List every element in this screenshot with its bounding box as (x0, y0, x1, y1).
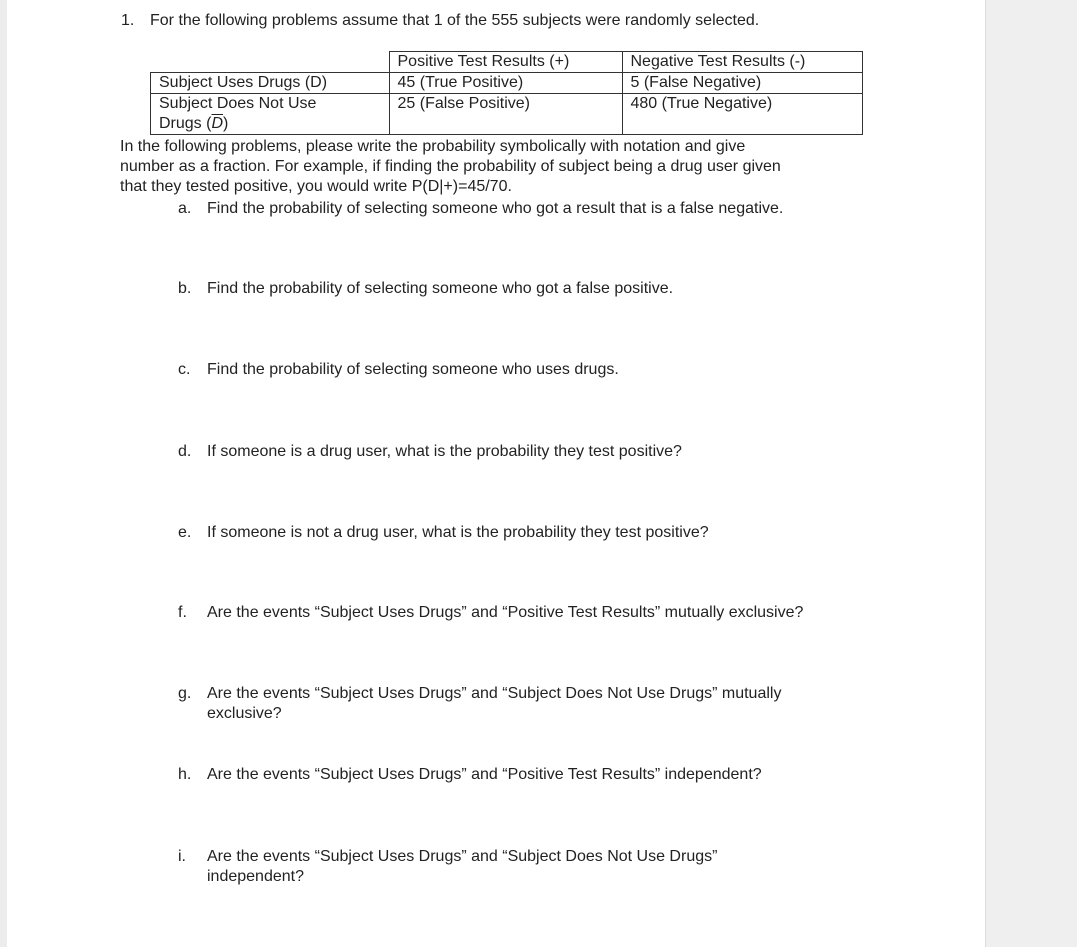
question-c-text: Find the probability of selecting someone who uses drugs. (207, 361, 619, 378)
question-g-text-line-1: Are the events “Subject Uses Drugs” and “Subject Does Not Use Drugs” mutually (207, 685, 782, 702)
d-bar-symbol: $\overline{D}$ (211, 115, 224, 132)
question-f-text: Are the events “Subject Uses Drugs” and “Positive Test Results” mutually exclusive? (207, 604, 804, 621)
question-letter-c: c. (178, 361, 191, 378)
instructions-line-2: number as a fraction. For example, if finding the probability of subject being a drug user given (120, 158, 781, 175)
column-header-positive: Positive Test Results (+) (389, 52, 622, 73)
question-d-text: If someone is a drug user, what is the probability they test positive? (207, 443, 682, 460)
table-row (151, 73, 863, 94)
question-letter-g: g. (178, 685, 192, 702)
column-header-negative: Negative Test Results (-) (622, 52, 862, 73)
cell-false-negative: 5 (False Negative) (622, 73, 862, 94)
question-a-text: Find the probability of selecting someone who got a result that is a false negative. (207, 200, 784, 217)
table-corner-cell (151, 52, 390, 73)
question-letter-b: b. (178, 280, 192, 297)
page-left-margin (0, 0, 7, 947)
table-header-row (151, 52, 863, 73)
row-label-not-uses-drugs (151, 94, 390, 135)
question-letter-e: e. (178, 524, 192, 541)
question-h-text: Are the events “Subject Uses Drugs” and “Positive Test Results” independent? (207, 766, 762, 783)
question-g-text-line-2: exclusive? (207, 705, 282, 722)
table-row (151, 94, 863, 135)
page-right-margin (985, 0, 1077, 947)
question-b-text: Find the probability of selecting someone who got a false positive. (207, 280, 674, 297)
problem-statement: For the following problems assume that 1 of the 555 subjects were randomly selected. (150, 12, 760, 29)
question-i-text-line-2: independent? (207, 868, 304, 885)
question-e-text: If someone is not a drug user, what is the probability they test positive? (207, 524, 709, 541)
cell-false-positive: 25 (False Positive) (389, 94, 622, 135)
row-label-uses-drugs: Subject Uses Drugs (D) (151, 73, 390, 94)
cell-true-negative: 480 (True Negative) (622, 94, 862, 135)
cell-true-positive: 45 (True Positive) (389, 73, 622, 94)
instructions-line-1: In the following problems, please write the probability symbolically with notation and give (120, 138, 746, 155)
question-letter-i: i. (178, 848, 186, 865)
row-label-line1: Subject Does Not Use (159, 95, 317, 112)
question-letter-a: a. (178, 200, 192, 217)
two-way-table (150, 51, 863, 135)
problem-number: 1. (121, 12, 135, 29)
question-letter-d: d. (178, 443, 192, 460)
instructions-line-3: that they tested positive, you would write P(D|+)=45/70. (120, 178, 512, 195)
row-label-line2: Drugs $(\overline{D})$ (159, 115, 229, 132)
question-letter-h: h. (178, 766, 192, 783)
question-i-text-line-1: Are the events “Subject Uses Drugs” and “Subject Does Not Use Drugs” (207, 848, 718, 865)
question-letter-f: f. (178, 604, 187, 621)
